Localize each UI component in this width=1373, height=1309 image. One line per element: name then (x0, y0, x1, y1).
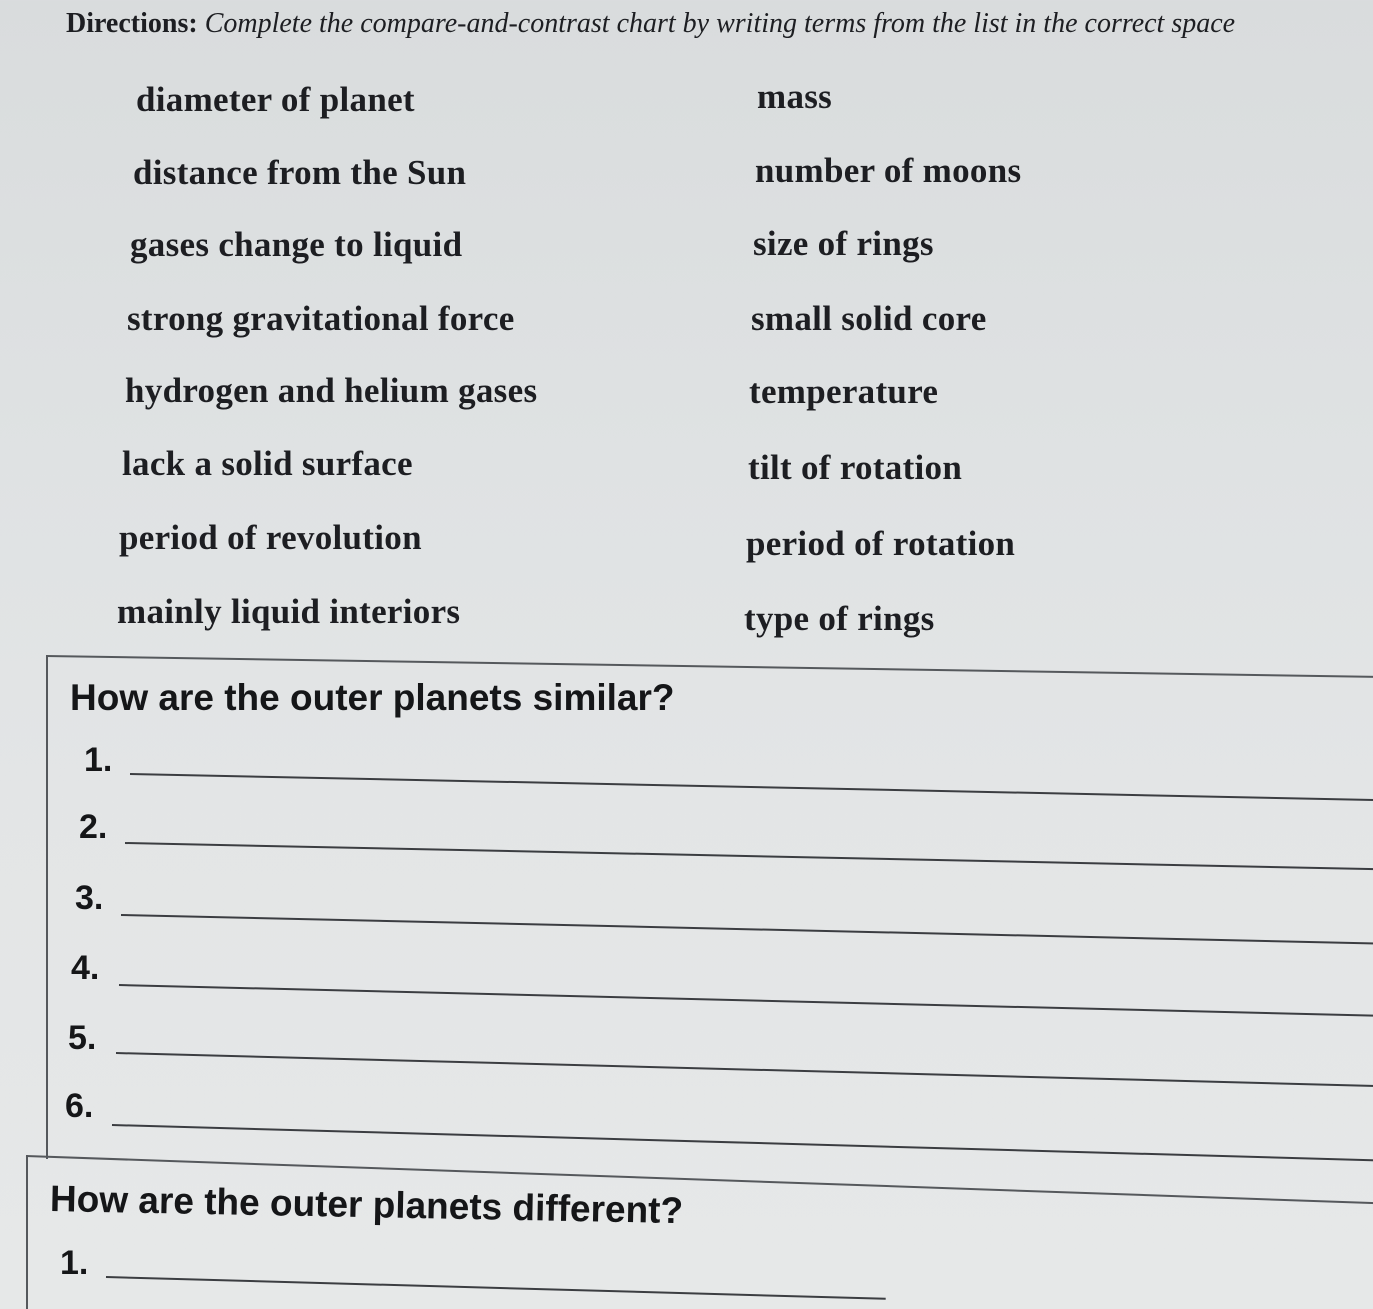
directions (66, 2, 1373, 46)
answer-blank[interactable] (116, 1052, 1373, 1087)
answer-number: 1. (60, 1244, 89, 1282)
term-item: tilt of rotation (748, 448, 963, 487)
answer-number: 5. (68, 1019, 97, 1057)
term-item: period of rotation (746, 524, 1016, 563)
answer-number: 4. (71, 949, 100, 987)
term-item: small solid core (751, 299, 987, 338)
answer-number: 2. (79, 808, 108, 846)
similar-question: How are the outer planets similar? (70, 677, 675, 718)
answer-number: 6. (65, 1087, 94, 1125)
directions-label: Directions: (66, 8, 198, 39)
term-item: size of rings (753, 224, 934, 263)
answer-blank[interactable] (119, 984, 1373, 1017)
answer-blank[interactable] (106, 1276, 886, 1300)
answer-number: 1. (84, 741, 113, 779)
term-item: gases change to liquid (130, 225, 463, 264)
term-item: number of moons (755, 151, 1022, 190)
chart-left-border-lower (26, 1155, 28, 1309)
answer-blank[interactable] (112, 1124, 1373, 1161)
answer-number: 3. (75, 879, 104, 917)
term-item: period of revolution (119, 518, 422, 557)
term-item: distance from the Sun (133, 153, 467, 192)
term-item: mass (757, 77, 833, 116)
answer-blank[interactable] (130, 773, 1373, 801)
term-item: strong gravitational force (127, 299, 515, 338)
term-item: diameter of planet (136, 80, 415, 119)
answer-blank[interactable] (125, 842, 1373, 870)
chart-left-border (46, 655, 48, 1159)
answer-blank[interactable] (121, 914, 1373, 944)
term-item: temperature (749, 372, 939, 411)
different-question: How are the outer planets different? (49, 1178, 684, 1232)
term-item: hydrogen and helium gases (125, 371, 538, 410)
term-item: mainly liquid interiors (117, 592, 461, 631)
directions-text: Complete the compare-and-contrast chart by writing terms from the list in the correct space (204, 8, 1236, 39)
term-item: lack a solid surface (122, 444, 413, 483)
term-item: type of rings (744, 599, 935, 638)
